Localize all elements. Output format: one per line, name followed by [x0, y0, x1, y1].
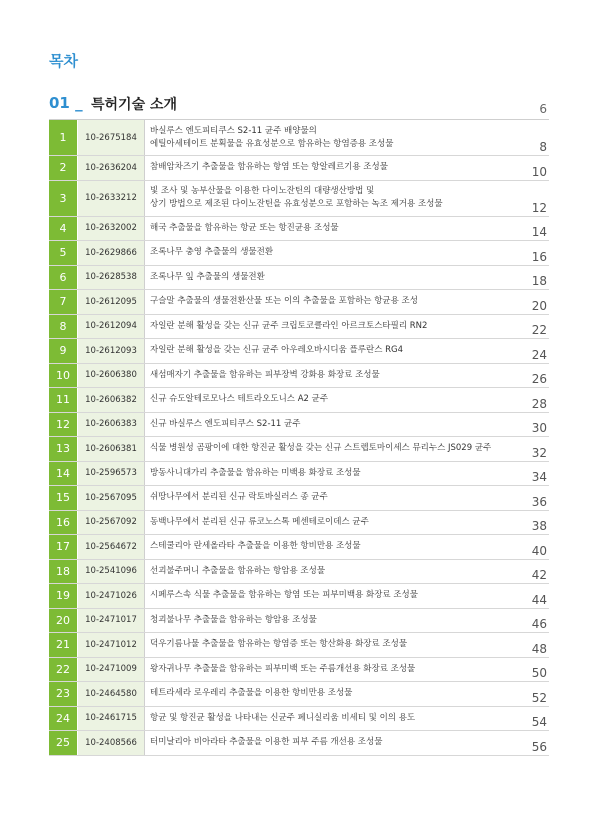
patent-number: 10-2612093	[78, 339, 145, 363]
entry-page: 14	[531, 225, 547, 239]
toc-row[interactable]	[49, 535, 549, 560]
patent-number: 10-2471026	[78, 584, 145, 608]
entry-title	[150, 339, 500, 363]
toc-row[interactable]	[49, 584, 549, 609]
entry-title	[150, 609, 500, 633]
toc-row[interactable]	[49, 181, 549, 217]
entry-number: 23	[49, 682, 77, 706]
entry-number: 6	[49, 266, 77, 290]
entry-page: 8	[539, 140, 547, 154]
entry-number: 4	[49, 217, 77, 241]
toc-row[interactable]	[49, 388, 549, 413]
toc-row[interactable]	[49, 707, 549, 732]
entry-title-line: 쉬땅나무에서 분리된 신규 락토바실러스 종 균주	[150, 492, 328, 503]
section-number: 01 _	[49, 94, 83, 112]
entry-number: 22	[49, 658, 77, 682]
entry-title-line: 해국 추출물을 함유하는 항균 또는 항진균용 조성물	[150, 222, 339, 233]
entry-title-line: 참배암차즈기 추출물을 함유하는 항염 또는 항알레르기용 조성물	[150, 162, 388, 173]
entry-number: 19	[49, 584, 77, 608]
entry-title	[150, 633, 500, 657]
toc-row[interactable]	[49, 364, 549, 389]
entry-number: 18	[49, 560, 77, 584]
entry-title	[150, 388, 500, 412]
entry-title-line: 새섬매자기 추출물을 함유하는 피부장벽 강화용 화장료 조성물	[150, 369, 380, 380]
entry-number: 12	[49, 413, 77, 437]
entry-title-line: 조록나무 충영 추출물의 생물전환	[150, 247, 274, 258]
toc-row[interactable]	[49, 511, 549, 536]
entry-title-line: 자일란 분해 활성을 갖는 신규 균주 크립토코클라인 아르크토스타필리 RN2	[150, 320, 428, 331]
patent-number: 10-2567095	[78, 486, 145, 510]
entry-number: 8	[49, 315, 77, 339]
entry-page: 38	[531, 519, 547, 533]
entry-number: 21	[49, 633, 77, 657]
entry-title-line: 동백나무에서 분리된 신규 류코노스톡 메센테로이데스 균주	[150, 516, 369, 527]
patent-number: 10-2606380	[78, 364, 145, 388]
toc-row[interactable]	[49, 731, 549, 756]
entry-title-line: 스테쿨리아 란세올라타 추출물을 이용한 항비만용 조성물	[150, 541, 361, 552]
entry-page: 20	[531, 298, 547, 313]
toc-row[interactable]	[49, 156, 549, 181]
toc-row[interactable]	[49, 241, 549, 266]
entry-number: 20	[49, 609, 77, 633]
patent-number: 10-2471009	[78, 658, 145, 682]
entry-title	[150, 181, 500, 216]
entry-title-line: 구슬말 추출물의 생물전환산물 또는 이의 추출물을 포함하는 항균용 조성	[150, 296, 418, 307]
entry-title-line: 자일란 분해 활성을 갖는 신규 균주 아우레오바시디움 플루란스 RG4	[150, 345, 404, 356]
entry-number: 5	[49, 241, 77, 265]
entry-page: 26	[531, 372, 547, 386]
entry-title-line: 에틸아세테이트 분획물을 유효성분으로 함유하는 항염증용 조성물	[150, 138, 394, 149]
entry-page: 10	[531, 164, 547, 179]
entry-title	[150, 486, 500, 510]
toc-row[interactable]	[49, 462, 549, 487]
toc-row[interactable]	[49, 315, 549, 340]
entry-number: 17	[49, 535, 77, 559]
entry-page: 22	[531, 323, 547, 337]
entry-title	[150, 462, 500, 486]
entry-title	[150, 241, 500, 265]
entry-title-line: 시페루스속 식물 추출물을 함유하는 항염 또는 피부미백용 화장료 조성물	[150, 590, 418, 601]
toc-row[interactable]	[49, 486, 549, 511]
entry-page: 42	[531, 568, 547, 582]
entry-title-line: 신규 바실루스 엔도피티쿠스 S2-11 균주	[150, 418, 301, 429]
entry-page: 40	[531, 543, 547, 558]
toc-row[interactable]	[49, 339, 549, 364]
toc-table	[49, 119, 549, 756]
entry-title	[150, 364, 500, 388]
entry-number: 25	[49, 731, 77, 755]
entry-page: 34	[531, 470, 547, 484]
section-title: 특허기술 소개	[91, 97, 178, 113]
entry-page: 52	[531, 690, 547, 705]
entry-page: 46	[531, 617, 547, 631]
entry-title-line: 덕우기름나물 추출물을 함유하는 항염증 또는 항산화용 화장료 조성물	[150, 639, 408, 650]
patent-number: 10-2464580	[78, 682, 145, 706]
entry-page: 16	[531, 249, 547, 264]
patent-number: 10-2633212	[78, 181, 145, 216]
entry-title	[150, 120, 500, 155]
entry-title	[150, 315, 500, 339]
entry-page: 12	[531, 200, 547, 215]
entry-page: 30	[531, 421, 547, 435]
entry-title	[150, 217, 500, 241]
entry-title-line: 조록나무 잎 추출물의 생물전환	[150, 271, 265, 282]
entry-title-line: 왕자귀나무 추출물을 함유하는 피부미백 또는 주름개선용 화장료 조성물	[150, 663, 416, 674]
patent-number: 10-2629866	[78, 241, 145, 265]
entry-page: 32	[531, 445, 547, 460]
entry-title	[150, 535, 500, 559]
section-header	[49, 94, 549, 114]
entry-title-line: 청괴불나무 추출물을 함유하는 항암용 조성물	[150, 614, 317, 625]
section-page: 6	[539, 102, 547, 116]
toc-heading: 목차	[49, 52, 78, 70]
entry-title	[150, 437, 500, 461]
patent-number: 10-2632002	[78, 217, 145, 241]
entry-number: 10	[49, 364, 77, 388]
entry-number: 16	[49, 511, 77, 535]
entry-title	[150, 560, 500, 584]
patent-number: 10-2541096	[78, 560, 145, 584]
entry-number: 13	[49, 437, 77, 461]
entry-page: 36	[531, 494, 547, 509]
entry-title	[150, 511, 500, 535]
entry-page: 48	[531, 641, 547, 656]
entry-title	[150, 413, 500, 437]
entry-number: 15	[49, 486, 77, 510]
patent-number: 10-2471017	[78, 609, 145, 633]
entry-page: 18	[531, 274, 547, 288]
entry-number: 7	[49, 290, 77, 314]
entry-page: 56	[531, 739, 547, 754]
toc-row[interactable]	[49, 217, 549, 242]
entry-number: 3	[49, 181, 77, 216]
patent-number: 10-2612095	[78, 290, 145, 314]
entry-title	[150, 266, 500, 290]
patent-number: 10-2567092	[78, 511, 145, 535]
entry-title	[150, 584, 500, 608]
entry-number: 9	[49, 339, 77, 363]
entry-page: 54	[531, 715, 547, 729]
toc-row[interactable]	[49, 120, 549, 156]
patent-number: 10-2606382	[78, 388, 145, 412]
toc-row[interactable]	[49, 437, 549, 462]
toc-row[interactable]	[49, 266, 549, 291]
patent-number: 10-2675184	[78, 120, 145, 155]
toc-row[interactable]	[49, 682, 549, 707]
entry-title-line: 항균 및 항진균 활성을 나타내는 신균주 페니실리움 비세티 및 이의 용도	[150, 712, 416, 723]
entry-title-line: 테트라세라 로우레리 추출물을 이용한 항비만용 조성물	[150, 688, 353, 699]
entry-number: 2	[49, 156, 77, 180]
entry-title-line: 빛 조사 및 농부산물을 이용한 다이노잔틴의 대량생산방법 및	[150, 186, 375, 196]
entry-title-line: 바실루스 엔도피티쿠스 S2-11 균주 배양물의	[150, 125, 317, 136]
patent-number: 10-2636204	[78, 156, 145, 180]
toc-row[interactable]	[49, 290, 549, 315]
patent-number: 10-2471012	[78, 633, 145, 657]
entry-page: 44	[531, 592, 547, 607]
entry-title-line: 선괴불주머니 추출물을 함유하는 항암용 조성물	[150, 565, 326, 576]
entry-title-line: 신규 슈도알테로모나스 테트라오도니스 A2 균주	[150, 394, 329, 405]
patent-number: 10-2408566	[78, 731, 145, 755]
entry-title-line: 식물 병원성 곰팡이에 대한 항진균 활성을 갖는 신규 스트렙토마이세스 뮤리누스 JS029 균주	[150, 443, 492, 454]
patent-number: 10-2606383	[78, 413, 145, 437]
toc-row[interactable]	[49, 560, 549, 585]
entry-title-line: 방동사니대가리 추출물을 함유하는 미백용 화장료 조성물	[150, 467, 361, 478]
entry-title-line: 터미날리아 비아라타 추출물을 이용한 피부 주름 개선용 조성물	[150, 737, 383, 748]
patent-number: 10-2628538	[78, 266, 145, 290]
patent-number: 10-2596573	[78, 462, 145, 486]
entry-title	[150, 658, 500, 682]
entry-title	[150, 156, 500, 180]
toc-row[interactable]	[49, 609, 549, 634]
patent-number: 10-2606381	[78, 437, 145, 461]
entry-title	[150, 707, 500, 731]
entry-page: 28	[531, 396, 547, 411]
patent-number: 10-2461715	[78, 707, 145, 731]
entry-title	[150, 731, 500, 755]
entry-page: 50	[531, 666, 547, 680]
toc-row[interactable]	[49, 413, 549, 438]
entry-number: 24	[49, 707, 77, 731]
patent-number: 10-2612094	[78, 315, 145, 339]
entry-title-line: 상기 방법으로 제조된 다이노잔틴을 유효성분으로 포함하는 녹조 제거용 조성물	[150, 199, 443, 209]
toc-row[interactable]	[49, 633, 549, 658]
entry-page: 24	[531, 347, 547, 362]
patent-number: 10-2564672	[78, 535, 145, 559]
entry-title	[150, 682, 500, 706]
entry-number: 14	[49, 462, 77, 486]
entry-number: 1	[49, 120, 77, 155]
entry-title	[150, 290, 500, 314]
entry-number: 11	[49, 388, 77, 412]
toc-row[interactable]	[49, 658, 549, 683]
